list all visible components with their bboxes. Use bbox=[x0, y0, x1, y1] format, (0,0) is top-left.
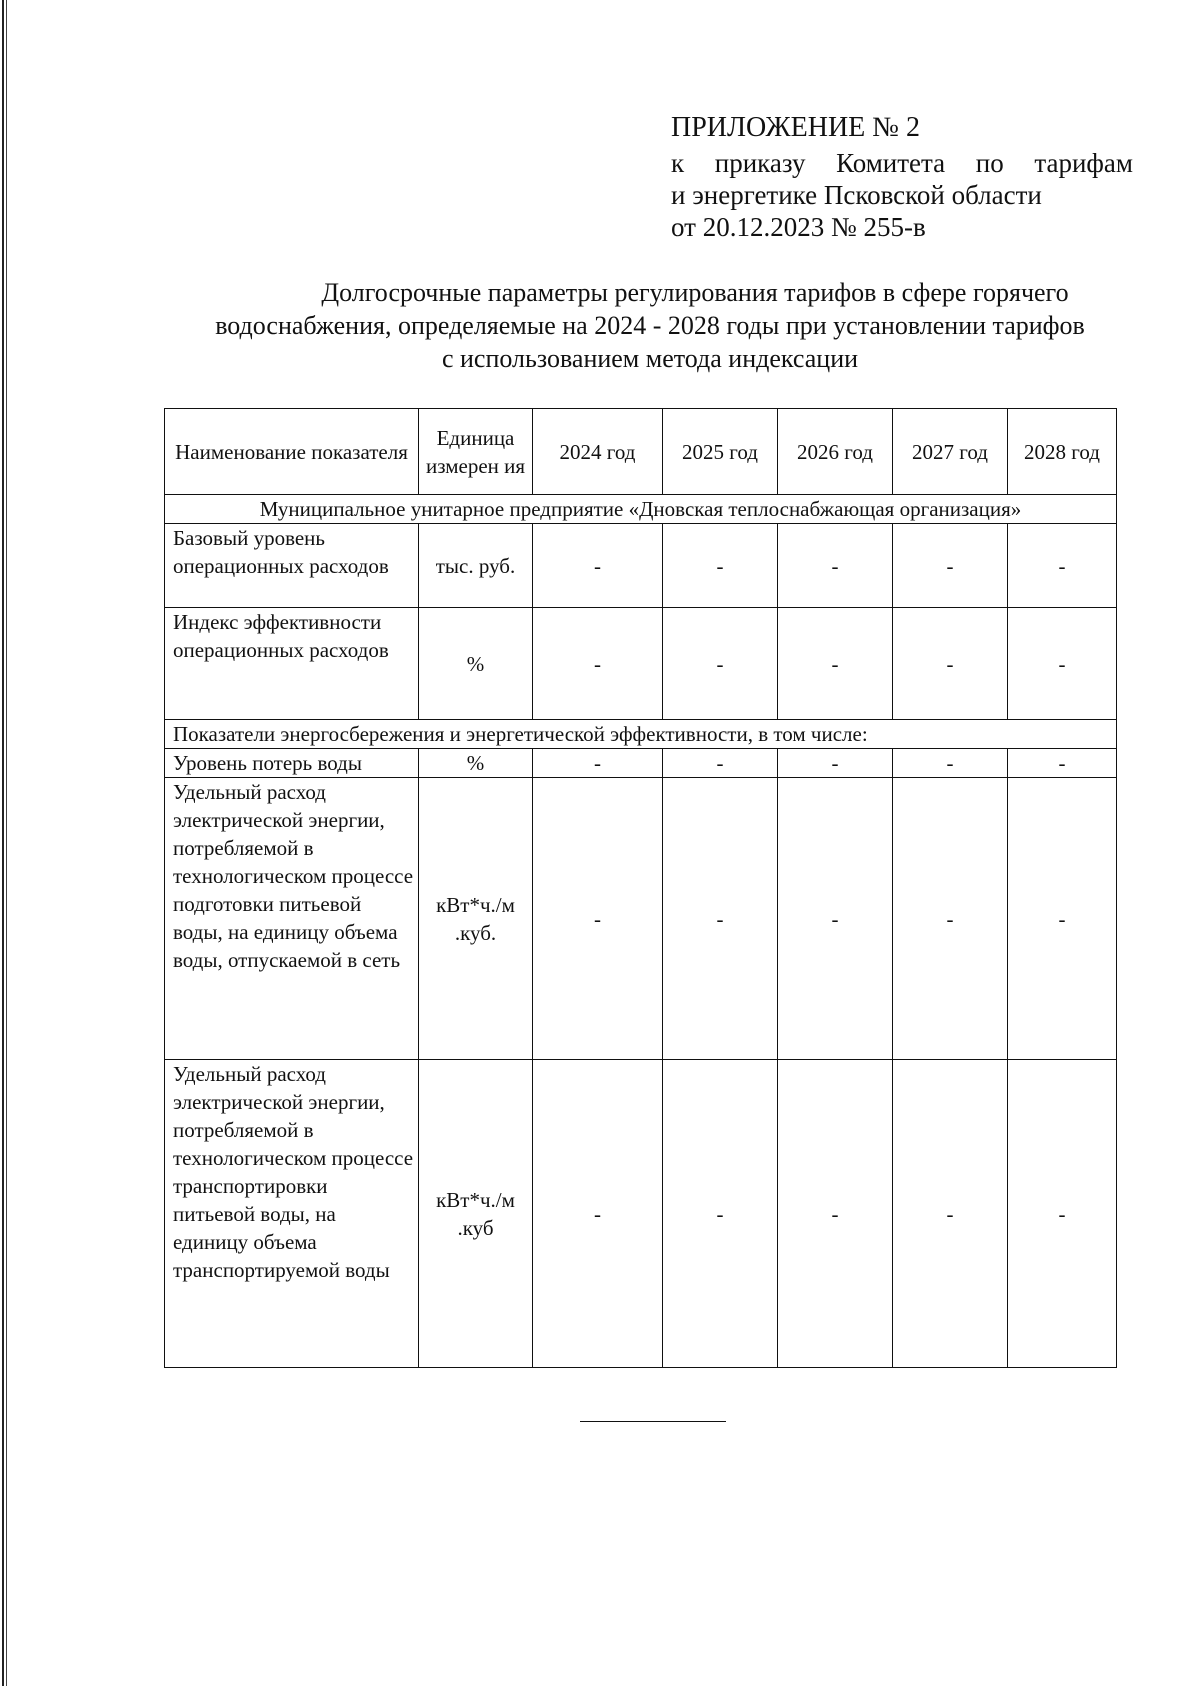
closing-rule bbox=[580, 1421, 726, 1422]
indicator-name: Удельный расход электрической энергии, потребляемой в технологическом процессе транспортировки питьевой воды, на единицу объема транспортируемой воды bbox=[165, 1060, 419, 1368]
header-name: Наименование показателя bbox=[165, 409, 419, 495]
header-year: 2025 год bbox=[663, 409, 778, 495]
appendix-line-1: к приказу Комитета по тарифам bbox=[671, 148, 1133, 178]
indicator-value: - bbox=[533, 749, 663, 778]
indicator-value: - bbox=[533, 524, 663, 608]
indicator-unit: % bbox=[419, 608, 533, 720]
indicator-value: - bbox=[533, 608, 663, 720]
indicator-value: - bbox=[1008, 524, 1117, 608]
table-row bbox=[165, 778, 1117, 1060]
indicator-value: - bbox=[1008, 778, 1117, 1060]
indicator-value: - bbox=[893, 749, 1008, 778]
appendix-line-2: и энергетике Псковской области bbox=[671, 180, 1042, 210]
indicator-value: - bbox=[778, 1060, 893, 1368]
indicator-value: - bbox=[893, 1060, 1008, 1368]
page-edge bbox=[2, 0, 7, 1686]
appendix-block bbox=[671, 112, 1133, 243]
indicator-name: Уровень потерь воды bbox=[165, 749, 419, 778]
indicator-value: - bbox=[1008, 1060, 1117, 1368]
table-row bbox=[165, 608, 1117, 720]
indicator-value: - bbox=[893, 778, 1008, 1060]
indicator-value: - bbox=[533, 778, 663, 1060]
indicator-unit: % bbox=[419, 749, 533, 778]
indicator-name: Удельный расход электрической энергии, потребляемой в технологическом процессе подготовки питьевой воды, на единицу объема воды, отпускаемой в сеть bbox=[165, 778, 419, 1060]
title-line-3: с использованием метода индексации bbox=[441, 344, 859, 373]
section-energy-efficiency: Показатели энергосбережения и энергетической эффективности, в том числе: bbox=[165, 720, 1117, 749]
indicator-value: - bbox=[778, 608, 893, 720]
indicator-value: - bbox=[663, 608, 778, 720]
header-year: 2026 год bbox=[778, 409, 893, 495]
indicator-unit: кВт*ч./м .куб. bbox=[419, 778, 533, 1060]
title-line-2: водоснабжения, определяемые на 2024 - 2028 годы при установлении тарифов bbox=[215, 311, 1085, 340]
header-unit: Единица измерен ия bbox=[419, 409, 533, 495]
header-row bbox=[165, 409, 1117, 495]
header-year: 2024 год bbox=[533, 409, 663, 495]
header-year: 2028 год bbox=[1008, 409, 1117, 495]
indicator-value: - bbox=[663, 524, 778, 608]
indicator-value: - bbox=[893, 524, 1008, 608]
indicator-value: - bbox=[663, 749, 778, 778]
indicator-value: - bbox=[533, 1060, 663, 1368]
appendix-line-3: от 20.12.2023 № 255-в bbox=[671, 212, 926, 242]
appendix-heading: ПРИЛОЖЕНИЕ № 2 bbox=[671, 112, 920, 143]
indicator-value: - bbox=[1008, 608, 1117, 720]
document-title bbox=[160, 276, 1140, 375]
indicator-value: - bbox=[778, 778, 893, 1060]
table-row bbox=[165, 1060, 1117, 1368]
organization-name: Муниципальное унитарное предприятие «Дновская теплоснабжающая организация» bbox=[165, 495, 1117, 524]
organization-row bbox=[165, 495, 1117, 524]
title-line-1: Долгосрочные параметры регулирования тарифов в сфере горячего bbox=[321, 278, 1069, 307]
parameters-table bbox=[164, 408, 1117, 1368]
indicator-value: - bbox=[1008, 749, 1117, 778]
indicator-value: - bbox=[663, 1060, 778, 1368]
section-row bbox=[165, 720, 1117, 749]
table-row bbox=[165, 749, 1117, 778]
indicator-value: - bbox=[778, 749, 893, 778]
indicator-unit: кВт*ч./м .куб bbox=[419, 1060, 533, 1368]
indicator-name: Базовый уровень операционных расходов bbox=[165, 524, 419, 608]
indicator-value: - bbox=[778, 524, 893, 608]
indicator-name: Индекс эффективности операционных расходов bbox=[165, 608, 419, 720]
indicator-unit: тыс. руб. bbox=[419, 524, 533, 608]
indicator-value: - bbox=[893, 608, 1008, 720]
table-row bbox=[165, 524, 1117, 608]
indicator-value: - bbox=[663, 778, 778, 1060]
header-year: 2027 год bbox=[893, 409, 1008, 495]
